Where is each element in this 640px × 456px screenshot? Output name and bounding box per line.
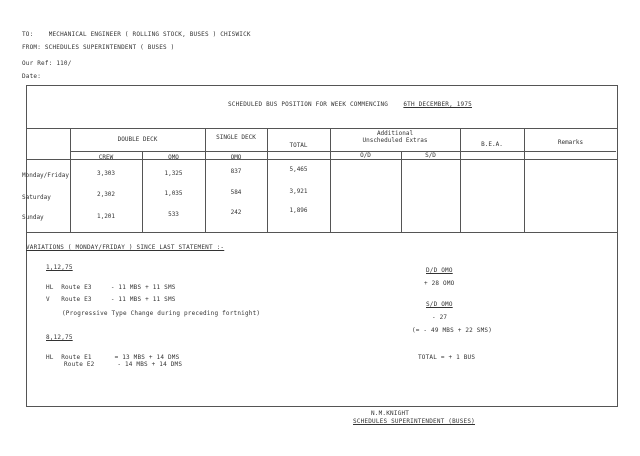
variation-line-3: [46, 354, 179, 361]
header-omo-dd: OMO: [168, 154, 179, 161]
table-title-date: 6TH DECEMBER, 1975: [403, 101, 472, 108]
from-line: [22, 44, 175, 51]
ref-value: 110/: [56, 60, 72, 67]
frame-right: [617, 85, 618, 407]
variation-prefix: HL: [46, 284, 54, 291]
variation-change: - 11 MBS + 11 SMS: [110, 284, 176, 291]
header-remarks: Remarks: [557, 139, 584, 146]
ref-line: [22, 60, 72, 67]
variations-heading: VARIATIONS ( MONDAY/FRIDAY ) SINCE LAST STATEMENT :-: [26, 244, 225, 251]
variation-date-1: 1,12,75: [46, 264, 73, 271]
summary-sd-detail: (= - 49 MBS + 22 SMS): [412, 327, 493, 334]
variation-change: - 14 MBS + 14 DMS: [117, 361, 183, 368]
summary-od-label: D/D OMO: [426, 267, 453, 274]
variation-line-4: [64, 361, 182, 368]
row-total: 3,921: [289, 188, 308, 195]
variation-route: Route E3: [61, 296, 92, 303]
signature-name: N.M.KNIGHT: [371, 410, 410, 417]
header-double-deck: DOUBLE DECK: [117, 136, 158, 143]
header-od: O/D: [360, 152, 371, 159]
from-label: FROM:: [22, 44, 42, 51]
summary-sd-value: - 27: [432, 314, 448, 321]
frame-bottom: [26, 406, 618, 407]
col-line-3: [205, 128, 206, 232]
header-total: TOTAL: [289, 142, 308, 149]
variation-route: Route E3: [61, 284, 92, 291]
table-body-bottom: [26, 232, 618, 233]
row-crew: 2,302: [96, 191, 116, 198]
to-label: TO:: [22, 31, 34, 38]
variation-line-1: [46, 284, 176, 291]
to-line: [22, 31, 251, 38]
row-omo: 533: [168, 211, 179, 218]
from-value: SCHEDULES SUPERINTENDENT ( BUSES ): [44, 44, 175, 51]
header-omo-sd: OMO: [230, 154, 242, 161]
date-line: [22, 73, 41, 80]
variation-route: Route E1: [61, 354, 92, 361]
table-title: [228, 101, 472, 108]
row-total: 1,896: [289, 207, 308, 214]
row-day: Saturday: [22, 194, 51, 201]
row-omo: 1,325: [164, 170, 183, 177]
row-day: Sunday: [22, 214, 44, 221]
summary-total: TOTAL = + 1 BUS: [418, 354, 476, 361]
variation-note: (Progressive Type Change during preceding fortnight): [62, 310, 261, 317]
frame-top: [26, 85, 618, 86]
table-header-top: [26, 128, 618, 129]
header-bea: B.E.A.: [481, 141, 503, 148]
variation-date-2: 8,12,75: [46, 334, 73, 341]
variation-route: Route E2: [64, 361, 95, 368]
header-additional-1: Additional: [376, 130, 414, 137]
variation-change: = 13 MBS + 14 DMS: [114, 354, 180, 361]
row-total: 5,465: [289, 166, 308, 173]
ref-label: Our Ref:: [22, 60, 53, 67]
variation-line-2: [46, 296, 176, 303]
row-sd-omo: 584: [230, 189, 242, 196]
summary-od-value: + 28 OMO: [424, 280, 455, 287]
row-omo: 1,035: [164, 190, 183, 197]
header-additional-2: Unscheduled Extras: [362, 137, 428, 144]
row-crew: 3,303: [96, 170, 116, 177]
variation-prefix: HL: [46, 354, 54, 361]
signature-title: SCHEDULES SUPERINTENDENT (BUSES): [353, 418, 475, 425]
table-title-prefix: SCHEDULED BUS POSITION FOR WEEK COMMENCING: [228, 101, 389, 108]
row-crew: 1,201: [96, 213, 116, 220]
header-crew: CREW: [98, 154, 114, 161]
date-label: Date:: [22, 73, 42, 80]
row-sd-omo: 242: [230, 209, 242, 216]
variation-prefix: V: [46, 296, 50, 303]
row-day: Monday/Friday: [22, 172, 69, 179]
summary-sd-label: S/D OMO: [426, 301, 453, 308]
to-value: MECHANICAL ENGINEER ( ROLLING STOCK, BUSES ) CHISWICK: [48, 31, 251, 38]
col-line-6: [401, 151, 402, 232]
header-single-deck: SINGLE DECK: [216, 134, 256, 141]
variation-change: - 11 MBS + 11 SMS: [110, 296, 176, 303]
row-sd-omo: 837: [230, 168, 242, 175]
header-sd: S/D: [425, 152, 436, 159]
